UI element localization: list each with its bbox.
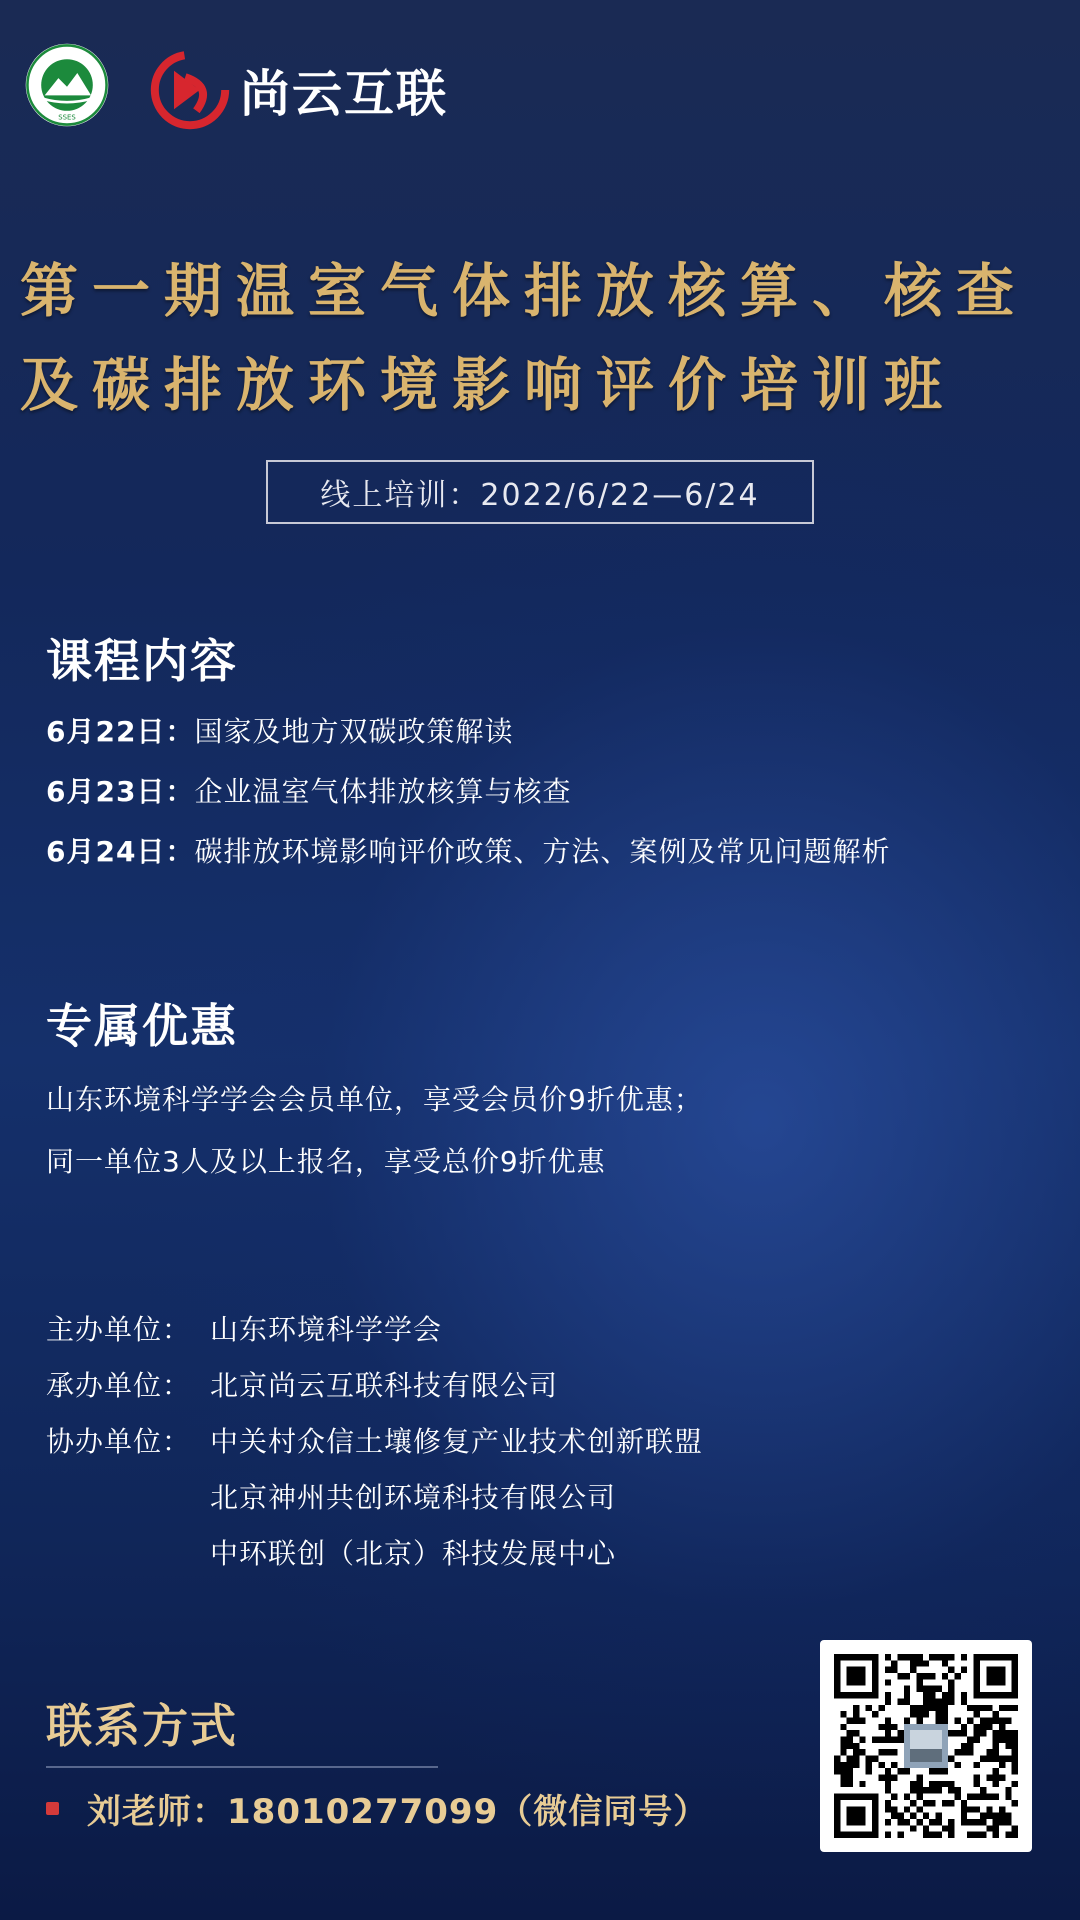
host-label: 主办单位： (46, 1313, 192, 1346)
contact-divider (46, 1766, 438, 1768)
title-line-1: 第一期温室气体排放核算、核查 (20, 257, 1029, 325)
course-item-topic: 国家及地方双碳政策解读 (194, 715, 514, 748)
course-item-date: 6月22日： (46, 715, 195, 748)
brand-mark-icon (150, 50, 230, 130)
course-item-date: 6月24日： (46, 835, 195, 868)
course-item (46, 770, 571, 810)
co-organizer-name: 中环联创（北京）科技发展中心 (210, 1537, 617, 1570)
discount-heading: 专属优惠 (46, 999, 238, 1053)
course-item-date: 6月23日： (46, 775, 195, 808)
host-name: 山东环境科学学会 (210, 1313, 443, 1346)
undertaker-name: 北京尚云互联科技有限公司 (210, 1369, 559, 1402)
bullet-icon (46, 1802, 59, 1815)
contact-line (46, 1780, 708, 1836)
course-item-topic: 碳排放环境影响评价政策、方法、案例及常见问题解析 (194, 835, 891, 868)
course-item-topic: 企业温室气体排放核算与核查 (194, 775, 572, 808)
brand-logo (150, 50, 448, 130)
discount-line: 山东环境科学学会会员单位，享受会员价9折优惠； (46, 1083, 703, 1116)
co-organizer-row (46, 1420, 703, 1460)
training-date-box: 线上培训：2022/6/22—6/24 (266, 460, 814, 524)
qr-code-icon (834, 1654, 1018, 1838)
qr-code-frame (820, 1640, 1032, 1852)
contact-text: 刘老师：18010277099（微信同号） (87, 1791, 709, 1832)
discount-line: 同一单位3人及以上报名，享受总价9折优惠 (46, 1145, 606, 1178)
undertaker-label: 承办单位： (46, 1369, 192, 1402)
host-row (46, 1308, 442, 1348)
co-organizer-name: 北京神州共创环境科技有限公司 (210, 1481, 617, 1514)
sses-logo-text: SSES (58, 113, 76, 122)
brand-name: 尚云互联 (240, 65, 448, 123)
undertaker-row (46, 1364, 558, 1404)
course-item (46, 830, 890, 870)
co-organizer-name: 中关村众信土壤修复产业技术创新联盟 (210, 1425, 704, 1458)
co-organizer-label: 协办单位： (46, 1425, 192, 1458)
course-heading: 课程内容 (46, 634, 238, 688)
course-item (46, 710, 513, 750)
contact-heading: 联系方式 (46, 1699, 238, 1753)
title-line-2: 及碳排放环境影响评价培训班 (20, 351, 957, 419)
sses-logo-icon (24, 42, 110, 128)
